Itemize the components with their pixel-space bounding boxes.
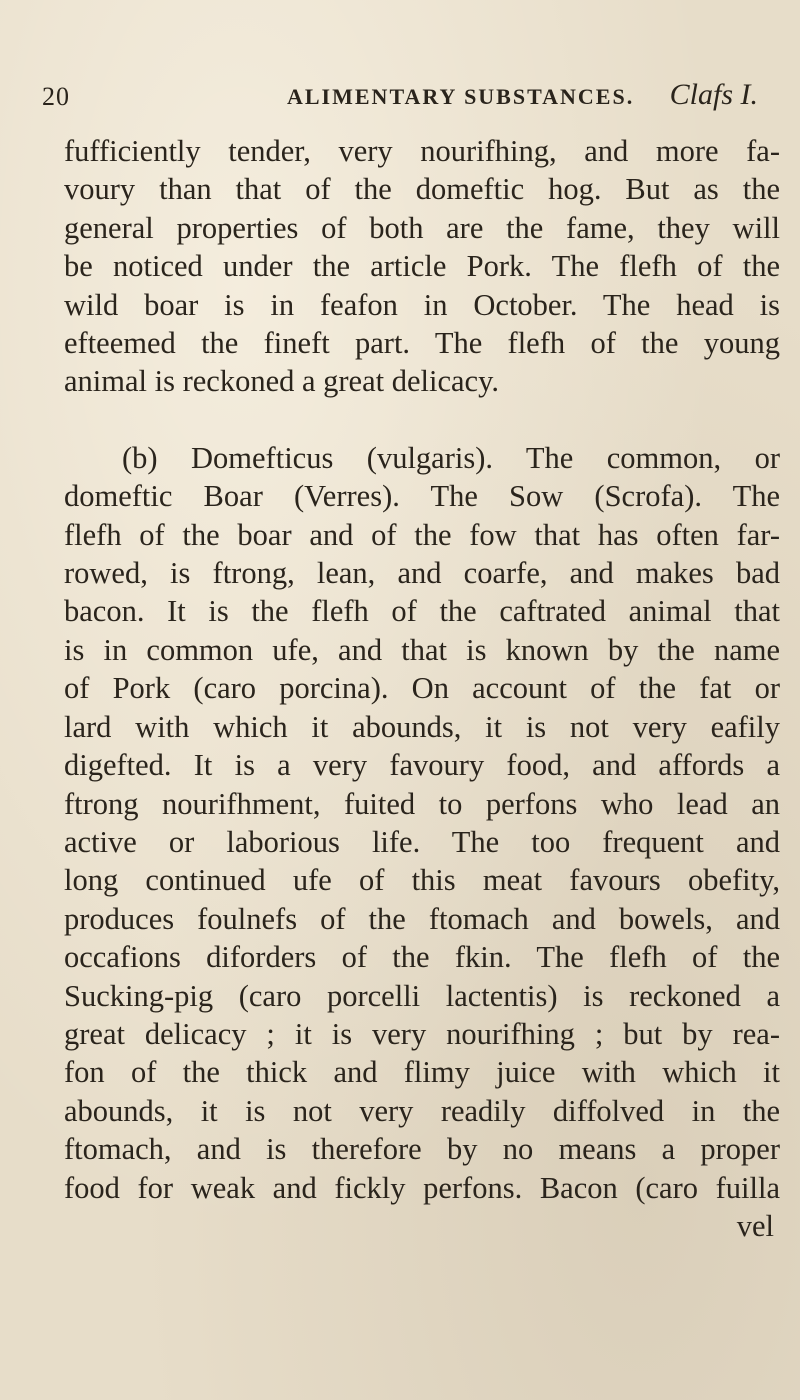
text-line: animal is reckoned a great delicacy. [64,364,499,399]
text-line: ftrong nourifhment, fuited to perfons who lead an [64,786,780,821]
text-line: ftomach, and is therefore by no means a proper [64,1132,780,1167]
text-line: abounds, it is not very readily diffolved in the [64,1093,780,1128]
text-line: long continued ufe of this meat favours obefity, [64,863,780,898]
text-line: fon of the thick and flimy juice with which it [64,1055,780,1090]
text-line: domeftic Boar (Verres). The Sow (Scrofa). The [64,479,780,514]
text-line: general properties of both are the fame, they will [64,210,780,245]
body-text [64,132,780,1245]
text-line: of Pork (caro porcina). On account of the fat or [64,671,780,706]
text-line: produces foulnefs of the ftomach and bowels, and [64,901,780,936]
running-head: ALIMENTARY SUBSTANCES. [287,84,635,109]
text-line: (b) Domefticus (vulgaris). The common, or [122,440,780,475]
text-line: lard with which it abounds, it is not very eafily [64,709,780,744]
text-line: flefh of the boar and of the fow that has often far- [64,517,780,552]
text-line: wild boar is in feafon in October. The head is [64,287,780,322]
text-line: rowed, is ftrong, lean, and coarfe, and makes bad [64,556,780,591]
text-line: digefted. It is a very favoury food, and affords a [64,748,780,783]
page-number: 20 [42,82,70,111]
text-line: occafions diforders of the fkin. The flefh of the [64,940,780,975]
text-line: Sucking-pig (caro porcelli lactentis) is reckoned a [64,978,780,1013]
page-header [42,78,772,118]
text-line: voury than that of the domeftic hog. But as the [64,172,780,207]
text-line: bacon. It is the flefh of the caftrated animal that [64,594,780,629]
text-line: is in common ufe, and that is known by the name [64,632,780,667]
catchword: vel [736,1208,774,1243]
text-line: efteemed the fineft part. The flefh of the young [64,326,780,361]
text-line: fufficiently tender, very nourifhing, and more fa- [64,134,780,168]
text-line: great delicacy ; it is very nourifhing ; but by rea- [64,1016,780,1051]
paragraph-gap [64,401,780,439]
text-line: food for weak and fickly perfons. Bacon (caro fuilla [64,1170,780,1205]
text-line: be noticed under the article Pork. The flefh of the [64,249,780,284]
text-line: active or laborious life. The too frequent and [64,824,780,859]
class-label: Clafs I. [669,78,758,111]
